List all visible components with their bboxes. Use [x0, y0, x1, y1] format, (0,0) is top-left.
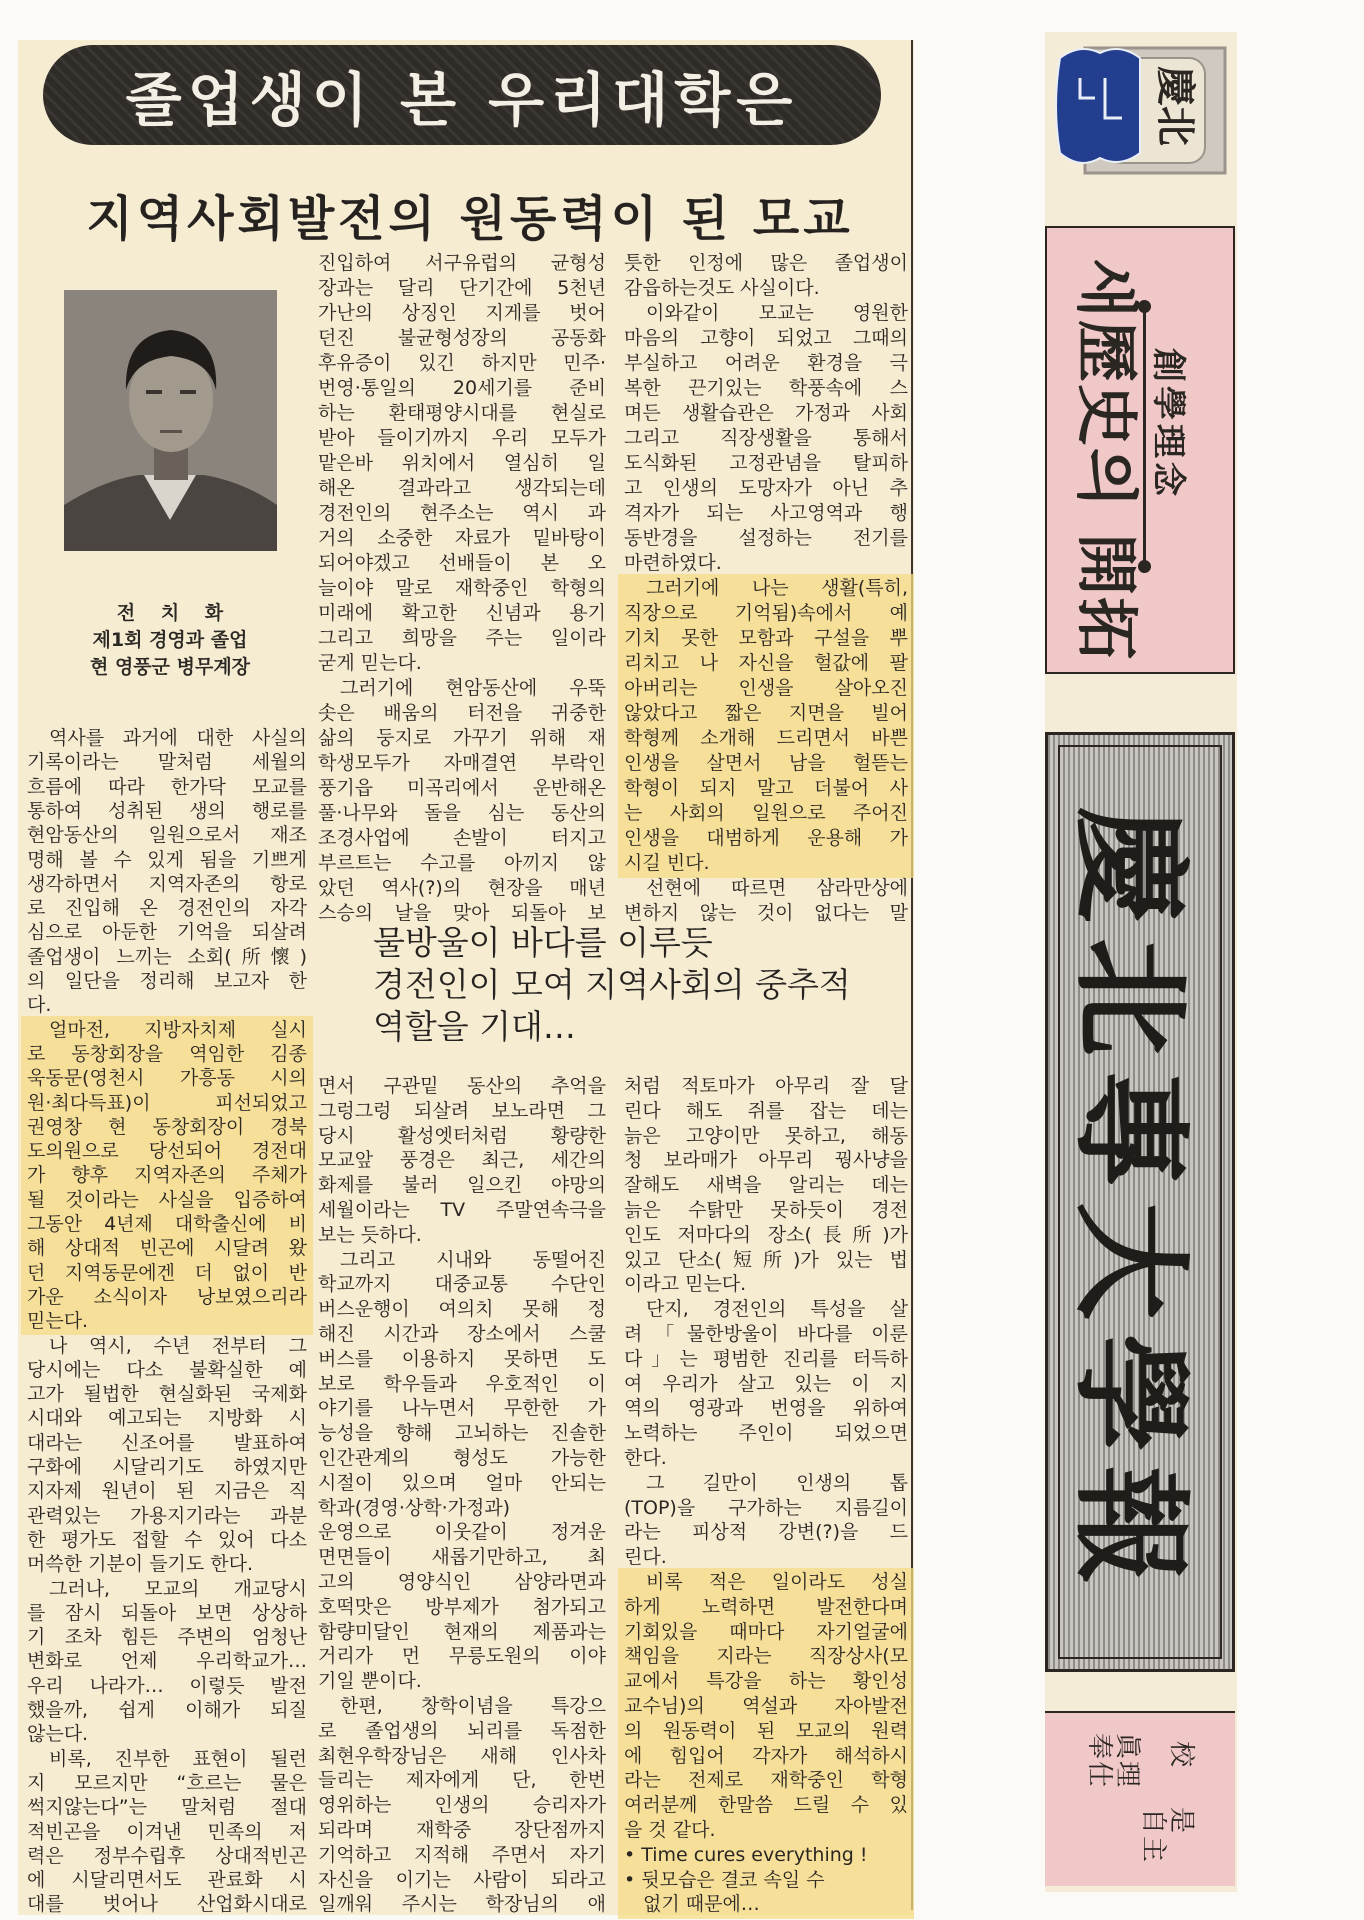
- body-text-line: 했을까, 쉽게 이해가 되질: [27, 1699, 307, 1721]
- body-text-line: 린다.: [624, 1546, 667, 1569]
- body-text-line: 되라며 재학중 장단점까지: [318, 1819, 606, 1841]
- school-motto-item: 自主: [1138, 1808, 1168, 1865]
- body-text-line: 직장으로 기억됨)속에서 예: [624, 602, 908, 624]
- body-text-line: (TOP)을 구가하는 지름길이: [624, 1496, 908, 1519]
- body-text-line: 마음의 고향이 되었고 그때의: [624, 327, 908, 349]
- body-text-line: 후유증이 있긴 하지만 민주·: [318, 352, 606, 374]
- body-text-line: 자신을 이기는 사람이 되라고: [318, 1868, 606, 1891]
- body-text-line: 하는 환태평양시대를 현실로: [318, 402, 606, 424]
- body-text-line: 운영으로 이웃같이 정겨운: [318, 1521, 606, 1544]
- body-text-line: 한 평가도 접할 수 있어 다소: [27, 1528, 307, 1551]
- body-text-line: 기억하고 지적해 주면서 자기: [318, 1843, 606, 1866]
- founding-motto-label: 創學理念: [1148, 348, 1188, 500]
- subheadline: [373, 922, 851, 1048]
- body-text-line: 학형이 되지 말고 더불어 사: [624, 777, 908, 799]
- body-text-line: 생각하면서 지역자존의 항로: [27, 872, 307, 895]
- school-logo: [1050, 38, 1232, 183]
- body-text-line: 격자가 되는 사고영역과 행: [624, 502, 908, 524]
- body-text-line: 교수님)의 역설과 자아발전: [624, 1695, 908, 1717]
- body-text-line: 명해 볼 수 있게 됨을 기쁘게: [27, 848, 307, 871]
- subheadline-line: 물방울이 바다를 이루듯: [373, 923, 713, 962]
- founding-motto: 새歷史의 開拓: [1070, 258, 1143, 662]
- school-motto-item: 奉仕: [1084, 1733, 1114, 1790]
- body-text-line: 그러기에 현암동산에 우뚝: [340, 677, 606, 699]
- body-text-line: 호떡맛은 방부제가 첨가되고: [318, 1595, 606, 1618]
- body-text-line: 가 향후 지역자존의 주체가: [27, 1164, 307, 1187]
- body-text-line: 역사를 과거에 대한 사실의: [49, 727, 307, 749]
- body-text-line: 당시에는 다소 불확실한 예: [27, 1358, 307, 1381]
- school-motto-label: 校是: [1166, 1741, 1196, 1874]
- body-text-line: 들리는 제자에게 단, 한번: [318, 1769, 606, 1792]
- body-text-line: 영위하는 인생의 승리자가: [318, 1794, 606, 1817]
- author-caption: [40, 600, 300, 681]
- body-text-line: 선현에 따르면 삼라만상에: [646, 877, 908, 899]
- body-text-line: 인생을 살면서 남을 헐뜯는: [624, 752, 908, 774]
- body-text-line: 잘해도 새벽을 알리는 데는: [624, 1174, 908, 1197]
- body-text-line: 세월이라는 TV 주말연속극을: [318, 1199, 606, 1221]
- body-text-line: 고 인생의 도망자가 아닌 추: [624, 477, 908, 499]
- school-motto-item: 眞理: [1112, 1733, 1142, 1790]
- body-text-line: 면면들이 새롭기만하고, 최: [318, 1546, 606, 1569]
- body-text-line: 이와같이 모교는 영원한: [646, 302, 908, 324]
- body-text-line: 함량미달인 현재의 제품과는: [318, 1620, 606, 1643]
- body-text-line: 며든 생활습관은 가정과 사회: [624, 402, 908, 424]
- subheadline-line: 경전인이 모여 지역사회의 중추적: [373, 965, 851, 1004]
- body-text-line: 에 힘입어 각자가 해석하시: [624, 1744, 908, 1767]
- body-text-line: 던 지역동문에겐 더 없이 반: [27, 1261, 307, 1284]
- body-text-line: 이라고 믿는다.: [624, 1273, 747, 1296]
- body-text-line: 맡은바 위치에서 열심히 일: [318, 452, 606, 474]
- body-text-line: 모교앞 풍경은 최근, 세간의: [318, 1149, 606, 1172]
- body-text-line: 화제를 불러 일으킨 야망의: [318, 1174, 606, 1197]
- body-text-line: 그리고 시내와 동떨어진: [340, 1248, 606, 1271]
- body-text-line: 다」는 평범한 진리를 터득하: [624, 1347, 908, 1370]
- body-text-line: 않았다고 짧은 지면을 빌어: [624, 702, 908, 724]
- body-text-line: 당시 활성엣터처럼 황량한: [318, 1124, 606, 1147]
- body-text-line: 틋한 인정에 많은 졸업생이: [624, 252, 908, 274]
- body-text-line: 에 시달리면서도 관료화 시: [27, 1869, 307, 1892]
- body-text-line: 삶의 둥지로 가꾸기 위해 재: [318, 727, 606, 749]
- body-text-line: 솟은 배움의 터전을 귀중한: [318, 702, 606, 724]
- section-banner: [43, 45, 881, 145]
- body-text-line: 부르트는 수고를 아끼지 않: [318, 852, 606, 874]
- body-text-line: 의 원동력이 된 모교의 원력: [624, 1719, 908, 1742]
- body-text-line: 기 조차 힘든 주변의 엄청난: [27, 1626, 307, 1649]
- body-text-line: 거의 소중한 자료가 밑바탕이: [318, 527, 606, 549]
- body-text-line: 기치 못한 모함과 구설을 뿌: [624, 627, 908, 649]
- author-position: 현 영풍군 병무계장: [89, 656, 251, 678]
- body-text-line: 장과는 달리 단기간에 5천년: [318, 277, 606, 299]
- author-class: 제1회 경영과 졸업: [92, 629, 248, 651]
- body-text-line: 지 모르지만 “흐르는 물은: [27, 1771, 307, 1794]
- body-text-line: 부실하고 어려운 환경을 극: [624, 352, 908, 374]
- body-text-line: 있고 단소(短所)가 있는 법: [624, 1248, 908, 1271]
- body-text-line: 얼마전, 지방자치제 실시: [49, 1018, 307, 1041]
- body-text-line: 여 우리가 살고 있는 이 지: [624, 1372, 908, 1395]
- body-text-line: 시길 빈다.: [624, 852, 710, 874]
- body-text-line: 교에서 특강을 하는 황인성: [624, 1670, 908, 1693]
- body-text-line: 면서 구관밑 동산의 추억을: [318, 1075, 606, 1097]
- article-headline: 지역사회발전의 원동력이 된 모교: [86, 191, 854, 247]
- body-text-line: 일깨워 주시는 학장님의 애: [318, 1893, 606, 1916]
- body-text-line: 그리고 희망을 주는 일이라: [318, 627, 606, 649]
- body-text-line: 나 역시, 수년 전부터 그: [49, 1334, 307, 1357]
- body-text-line: 학생모두가 자매결연 부락인: [318, 752, 606, 774]
- body-text-line: 해진 시간과 장소에서 스쿨: [318, 1323, 606, 1345]
- author-photo: [64, 290, 277, 551]
- body-text-line: 리치고 나 자신을 헐값에 팔: [624, 652, 908, 674]
- body-text-line: 원·최다득표)이 피선되었고: [27, 1091, 307, 1114]
- body-text-line: 라는 전제로 재학중인 학형: [624, 1769, 908, 1792]
- body-text-line: 고의 영양식인 삼양라면과: [318, 1571, 606, 1593]
- body-text-line: 구화에 시달리기도 하였지만: [27, 1456, 307, 1478]
- body-text-line: 기일 뿐이다.: [318, 1670, 422, 1693]
- body-text-line: • 뒷모습은 결코 속일 수: [624, 1868, 825, 1891]
- body-text-line: 복한 끈기있는 학풍속에 스: [624, 377, 908, 399]
- body-text-line: 현암동산의 일원으로서 재조: [27, 824, 307, 847]
- body-text-line: 조경사업에 손발이 터지고: [318, 827, 606, 849]
- body-text-line: 능성을 향해 고뇌하는 진솔한: [318, 1422, 606, 1445]
- body-text-line: 로 졸업생의 뇌리를 독점한: [318, 1719, 606, 1742]
- body-text-line: 될 것이라는 사실을 입증하여: [27, 1188, 307, 1211]
- body-text-line: 는 사회의 일원으로 주어진: [624, 802, 908, 824]
- body-text-line: 지자제 원년이 된 지금은 직: [27, 1480, 307, 1503]
- body-text-line: 로 진입해 온 경전인의 자각: [27, 897, 307, 920]
- body-text-line: 보로 학우들과 우호적인 이: [318, 1372, 606, 1395]
- paper-name-box: [1045, 732, 1235, 1672]
- body-text-line: 그러나, 모교의 개교당시: [49, 1577, 307, 1600]
- body-text-line: 버스를 이용하지 못하면 도: [318, 1347, 606, 1370]
- body-text-line: 가난의 상징인 지게를 벗어: [318, 302, 606, 324]
- body-text-line: 을 것 같다.: [624, 1819, 716, 1841]
- body-text-line: • Time cures everything !: [624, 1843, 868, 1866]
- logo-text: 慶北: [1152, 66, 1198, 146]
- body-text-line: 없기 때문에…: [624, 1893, 760, 1916]
- body-text-line: 늙은 고양이만 못하고, 해동: [624, 1124, 908, 1147]
- body-text-line: 인생을 대범하게 운용해 가: [624, 827, 908, 849]
- body-text-line: 한다.: [624, 1447, 667, 1469]
- body-text-line: 경전인의 현주소는 역시 과: [318, 502, 606, 524]
- body-text-line: 학과(경영·상학·가정과): [318, 1496, 511, 1519]
- body-text-line: 의 일단을 정리해 보고자 한: [27, 970, 307, 992]
- founding-motto-box: [1045, 226, 1235, 674]
- body-text-line: 적빈곤을 이겨낸 민족의 저: [27, 1820, 307, 1843]
- body-text-line: 단지, 경전인의 특성을 살: [646, 1298, 908, 1321]
- body-text-line: 기회있을 때마다 자기얼굴에: [624, 1620, 908, 1643]
- body-text-line: 가운 소식이자 낭보였으리라: [27, 1285, 307, 1308]
- body-text-line: 인도 저마다의 장소(長所)가: [624, 1223, 908, 1246]
- body-text-line: 변화로 언제 우리학교가…: [27, 1650, 307, 1673]
- body-text-line: 받아 들이기까지 우리 모두가: [318, 427, 606, 449]
- body-text-line: 변하지 않는 것이 없다는 말: [624, 902, 908, 924]
- banner-title: 졸업생이 본 우리대학은: [125, 66, 799, 134]
- body-text-line: 도식화된 고정관념을 탈피하: [624, 452, 908, 474]
- school-motto-box: [1045, 1711, 1235, 1886]
- body-text-line: 력은 정부수립후 상대적빈곤: [27, 1844, 307, 1867]
- body-text-line: 마련하였다.: [624, 552, 722, 574]
- body-text-line: 풀·나무와 돌을 심는 동산의: [318, 802, 606, 824]
- body-text-line: 시대와 예고되는 지방화 시: [27, 1407, 307, 1430]
- body-text-line: 욱동문(영천시 가흥동 시의: [27, 1067, 307, 1090]
- body-text-line: 되어야겠고 선배들이 본 오: [318, 552, 606, 574]
- body-text-line: 하게 노력하면 발전한다며: [624, 1595, 908, 1618]
- body-text-line: 여러분께 한말씀 드릴 수 있: [624, 1794, 908, 1817]
- paper-name-frame: [1058, 745, 1222, 1659]
- body-text-line: 았던 역사(?)의 현장을 매년: [318, 877, 606, 899]
- body-text-line: 린다 해도 쥐를 잡는 데는: [624, 1099, 908, 1122]
- body-text-line: 그리고 직장생활을 통해서: [624, 427, 908, 449]
- body-text-line: 라는 피상적 강변(?)을 드: [624, 1521, 908, 1544]
- body-text-line: 진입하여 서구유럽의 균형성: [318, 252, 606, 274]
- body-text-line: 머쓱한 기분이 들기도 한다.: [27, 1553, 254, 1576]
- body-text-line: 를 잠시 되돌아 보면 상상하: [27, 1601, 307, 1624]
- body-text-line: 려「물한방울이 바다를 이룬: [624, 1323, 908, 1345]
- body-text-line: 비록, 진부한 표현이 될런: [49, 1747, 307, 1770]
- body-text-line: 그동안 4년제 대학출신에 비: [27, 1213, 307, 1235]
- body-text-line: 인간관계의 형성도 가능한: [318, 1447, 606, 1469]
- body-text-line: 한편, 창학이념을 특강으: [340, 1695, 606, 1717]
- body-text-line: 비록 적은 일이라도 성실: [646, 1571, 908, 1593]
- body-text-line: 도의원으로 당선되어 경전대: [27, 1140, 307, 1163]
- body-text-line: 그 길만이 인생의 톱: [646, 1471, 908, 1494]
- body-text-line: 그러기에 나는 생활(특히,: [646, 577, 908, 599]
- body-text-line: 로 동창회장을 역임한 김종: [27, 1042, 307, 1065]
- body-text-line: 학형께 소개해 드리면서 바쁜: [624, 727, 908, 749]
- body-text-line: 최현우학장님은 새해 인사차: [318, 1744, 606, 1767]
- body-text-line: 늘이야 말로 재학중인 학형의: [318, 577, 606, 599]
- body-text-line: 풍기읍 미곡리에서 운반해온: [318, 777, 606, 799]
- body-text-line: 썩지않는다”는 말처럼 절대: [27, 1796, 307, 1819]
- body-text-line: 미래에 확고한 신념과 용기: [318, 602, 606, 624]
- body-text-line: 고가 될법한 현실화된 국제화: [27, 1383, 307, 1406]
- body-text-line: 처럼 적토마가 아무리 잘 달: [624, 1075, 908, 1097]
- body-text-line: 그렁그렁 되살려 보노라면 그: [318, 1099, 606, 1122]
- body-text-line: 스승의 날을 맞아 되돌아 보: [318, 902, 606, 924]
- body-text-line: 믿는다.: [27, 1310, 89, 1333]
- body-text-line: 시절이 있으며 얼마 안되는: [318, 1471, 606, 1494]
- body-text-line: 책임을 지라는 직장상사(모: [624, 1645, 908, 1668]
- body-text-line: 역의 영광과 번영을 위하여: [624, 1397, 908, 1420]
- body-text-line: 늙은 수탉만 못하듯이 경전: [624, 1199, 908, 1221]
- body-text-line: 감읍하는것도 사실이다.: [624, 277, 820, 299]
- body-text-line: 다.: [27, 994, 52, 1017]
- body-text-line: 던진 불균형성장의 공동화: [318, 327, 606, 349]
- body-text-line: 청 보라매가 아무리 꿩사냥을: [624, 1149, 908, 1172]
- paper-name: 慶北專大學報: [1061, 805, 1199, 1598]
- body-text-line: 번영·통일의 20세기를 준비: [318, 377, 606, 399]
- body-text-line: 우리 나라가… 이렇듯 발전: [27, 1674, 307, 1697]
- body-text-line: 노력하는 주인이 되었으면: [624, 1422, 908, 1445]
- body-text-line: 통하여 성취된 생의 행로를: [27, 799, 307, 822]
- body-text-line: 동반경을 설정하는 전기를: [624, 527, 908, 549]
- body-text-line: 해 상대적 빈곤에 시달려 왔: [27, 1237, 307, 1260]
- body-text-line: 졸업생이 느끼는 소회(所懷): [27, 945, 307, 968]
- body-text-line: 야기를 나누면서 무한한 가: [318, 1397, 606, 1420]
- body-text-line: 학교까지 대중교통 수단인: [318, 1273, 606, 1296]
- body-text-line: 관력있는 가용지기라는 과분: [27, 1504, 307, 1527]
- author-name: 전 치 화: [116, 602, 224, 624]
- body-text-line: 굳게 믿는다.: [318, 652, 422, 674]
- body-text-line: 흐름에 따라 한가닥 모교를: [27, 775, 307, 798]
- body-text-line: 권영창 현 동창회장이 경북: [27, 1115, 307, 1138]
- body-text-line: 대라는 신조어를 발표하여: [27, 1431, 307, 1454]
- body-text-line: 대를 벗어나 산업화시대로: [27, 1893, 307, 1916]
- body-text-line: 기록이라는 말처럼 세월의: [27, 751, 307, 774]
- body-text-line: 보는 듯하다.: [318, 1223, 422, 1246]
- body-text-line: 심으로 아둔한 기억을 되살려: [27, 921, 307, 944]
- body-text-line: 해온 결과라고 생각되는데: [318, 477, 606, 499]
- body-text-line: 버스운행이 여의치 못해 정: [318, 1298, 606, 1321]
- body-text-line: 않는다.: [27, 1723, 89, 1746]
- subheadline-line: 역할을 기대…: [373, 1007, 576, 1046]
- body-text-line: 아버리는 인생을 살아오진: [624, 677, 908, 699]
- body-text-line: 거리가 먼 무릉도원의 이야: [318, 1645, 606, 1668]
